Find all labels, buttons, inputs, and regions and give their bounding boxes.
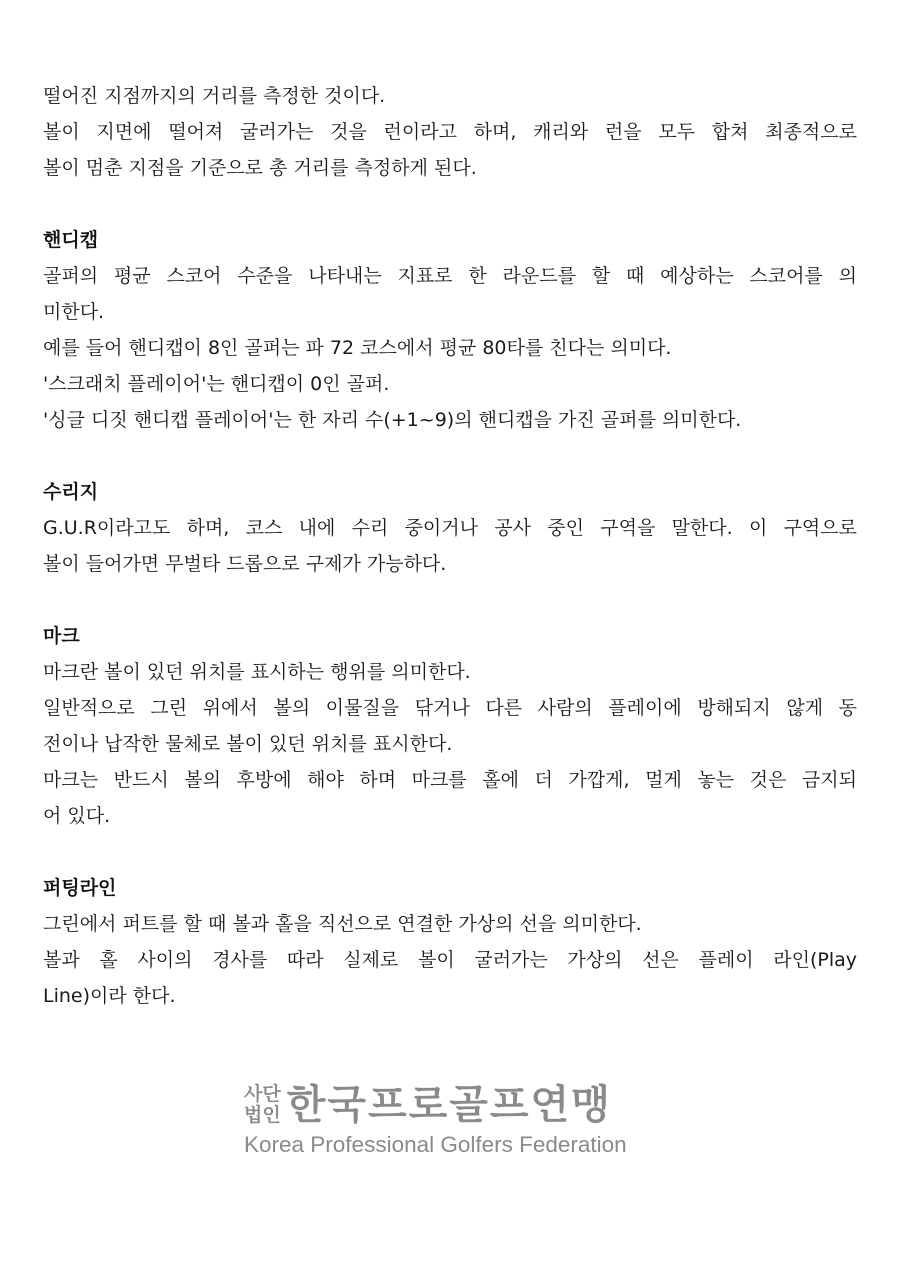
handicap-line-5: '싱글 디짓 핸디캡 플레이어'는 한 자리 수(+1~9)의 핸디캡을 가진 골퍼를 의미한다.: [43, 409, 742, 431]
mark-line-4: 마크는 반드시 볼의 후방에 해야 하며 마크를 홀에 더 가깝게, 멀게 놓는 것은 금지되: [43, 769, 857, 791]
intro-paragraph: [43, 78, 857, 186]
handicap-line-4: '스크래치 플레이어'는 핸디캡이 0인 골퍼.: [43, 373, 390, 395]
section-title-putting-line: 퍼팅라인: [43, 877, 117, 899]
mark-line-3: 전이나 납작한 물체로 볼이 있던 위치를 표시한다.: [43, 733, 453, 755]
intro-line-2: 볼이 지면에 떨어져 굴러가는 것을 런이라고 하며, 캐리와 런을 모두 합쳐 최종적으로: [43, 121, 857, 143]
section-handicap: [43, 222, 857, 438]
logo-korean: [244, 1080, 664, 1130]
handicap-line-2: 미한다.: [43, 301, 105, 323]
section-gur: [43, 474, 857, 582]
mark-line-2: 일반적으로 그린 위에서 볼의 이물질을 닦거나 다른 사람의 플레이에 방해되지 않게 동: [43, 697, 857, 719]
handicap-line-3: 예를 들어 핸디캡이 8인 골퍼는 파 72 코스에서 평균 80타를 친다는 의미다.: [43, 337, 672, 359]
kpgf-logo: [244, 1080, 664, 1160]
logo-prefix-bottom: 법인: [244, 1104, 281, 1126]
section-putting-line: [43, 870, 857, 1014]
section-mark: [43, 618, 857, 834]
putting-line-1: 그린에서 퍼트를 할 때 볼과 홀을 직선으로 연결한 가상의 선을 의미한다.: [43, 913, 642, 935]
logo-prefix: [244, 1084, 281, 1126]
handicap-line-1: 골퍼의 평균 스코어 수준을 나타내는 지표로 한 라운드를 할 때 예상하는 스코어를 의: [43, 265, 857, 287]
section-title-mark: 마크: [43, 625, 80, 647]
intro-line-1: 떨어진 지점까지의 거리를 측정한 것이다.: [43, 85, 386, 107]
section-title-gur: 수리지: [43, 481, 99, 503]
logo-english-text: Korea Professional Golfers Federation: [244, 1132, 627, 1157]
mark-line-1: 마크란 볼이 있던 위치를 표시하는 행위를 의미한다.: [43, 661, 471, 683]
putting-line-3: Line)이라 한다.: [43, 985, 176, 1007]
intro-line-3: 볼이 멈춘 지점을 기준으로 총 거리를 측정하게 된다.: [43, 157, 477, 179]
logo-prefix-top: 사단: [244, 1083, 281, 1105]
mark-line-5: 어 있다.: [43, 805, 111, 827]
section-title-handicap: 핸디캡: [43, 229, 99, 251]
document-body: [43, 78, 857, 1014]
gur-line-2: 볼이 들어가면 무벌타 드롭으로 구제가 가능하다.: [43, 553, 447, 575]
putting-line-2: 볼과 홀 사이의 경사를 따라 실제로 볼이 굴러가는 가상의 선은 플레이 라인(Play: [43, 949, 857, 971]
logo-main-text: 한국프로골프연맹: [286, 1082, 612, 1128]
gur-line-1: G.U.R이라고도 하며, 코스 내에 수리 중이거나 공사 중인 구역을 말한다. 이 구역으로: [43, 517, 857, 539]
